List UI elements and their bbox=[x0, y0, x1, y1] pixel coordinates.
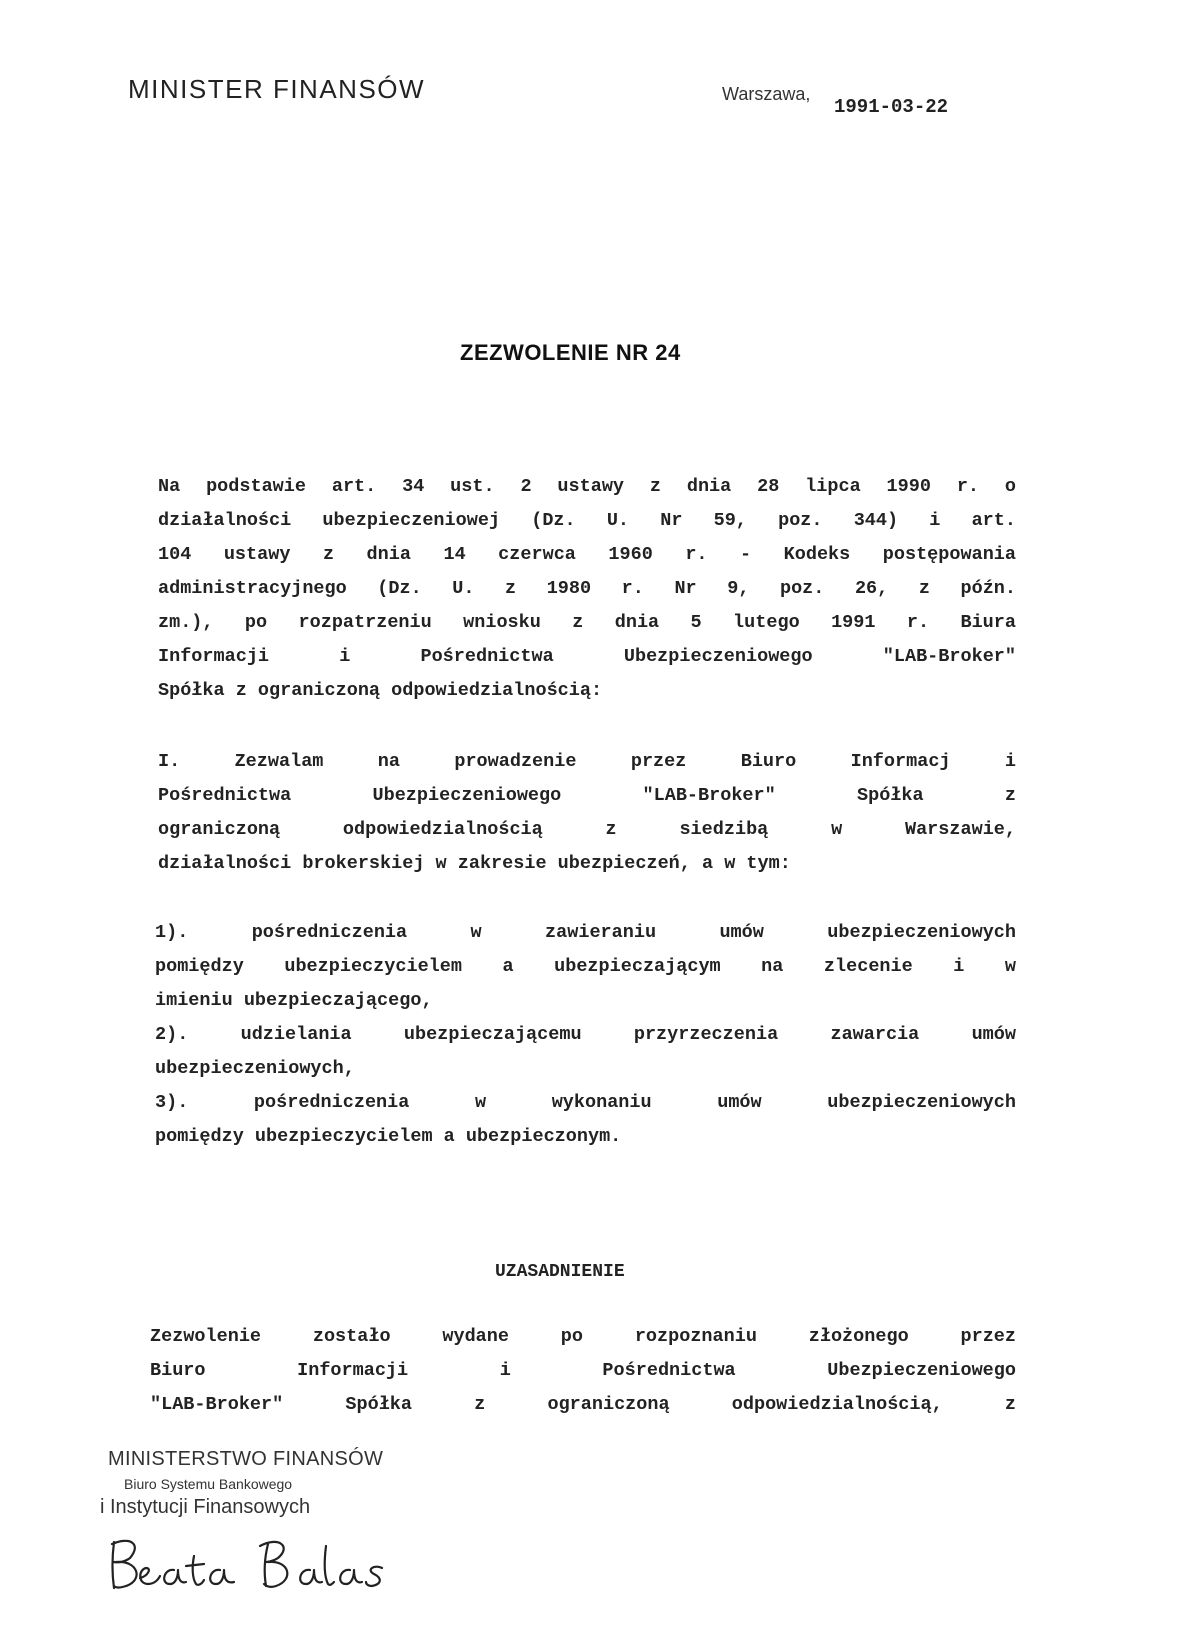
text-line: 1). pośredniczenia w zawieraniu umów ubezpieczeniowych bbox=[155, 922, 1016, 943]
section-one-paragraph bbox=[158, 745, 1016, 881]
text-line: działalności ubezpieczeniowej (Dz. U. Nr 59, poz. 344) i art. bbox=[158, 510, 1016, 531]
list-item bbox=[155, 1086, 1016, 1154]
text-line: pomiędzy ubezpieczycielem a ubezpieczonym. bbox=[155, 1126, 622, 1147]
text-line: Pośrednictwa Ubezpieczeniowego "LAB-Broker" Spółka z bbox=[158, 785, 1016, 806]
text-line: 3). pośredniczenia w wykonaniu umów ubezpieczeniowych bbox=[155, 1092, 1016, 1113]
text-line: Zezwolenie zostało wydane po rozpoznaniu złożonego przez bbox=[150, 1326, 1016, 1347]
text-line: Biuro Informacji i Pośrednictwa Ubezpieczeniowego bbox=[150, 1360, 1016, 1381]
text-line: 104 ustawy z dnia 14 czerwca 1960 r. - Kodeks postępowania bbox=[158, 544, 1016, 565]
text-line: zm.), po rozpatrzeniu wniosku z dnia 5 lutego 1991 r. Biura bbox=[158, 612, 1016, 633]
text-line: I. Zezwalam na prowadzenie przez Biuro Informacj i bbox=[158, 751, 1016, 772]
issue-date: 1991-03-22 bbox=[834, 96, 949, 118]
text-line: "LAB-Broker" Spółka z ograniczoną odpowiedzialnością, z bbox=[150, 1394, 1016, 1415]
preamble-paragraph bbox=[158, 470, 1016, 708]
office-stamp bbox=[100, 1448, 400, 1608]
text-line: pomiędzy ubezpieczycielem a ubezpieczającym na zlecenie i w bbox=[155, 956, 1016, 977]
document-title: ZEZWOLENIE NR 24 bbox=[460, 340, 681, 365]
handwritten-signature bbox=[100, 1522, 400, 1602]
justification-heading: UZASADNIENIE bbox=[495, 1262, 625, 1282]
text-line: 2). udzielania ubezpieczającemu przyrzeczenia zawarcia umów bbox=[155, 1024, 1016, 1045]
list-item bbox=[155, 1018, 1016, 1086]
text-line: działalności brokerskiej w zakresie ubezpieczeń, a w tym: bbox=[158, 853, 791, 874]
issue-place: Warszawa, bbox=[722, 84, 811, 104]
justification-paragraph bbox=[150, 1320, 1016, 1422]
text-line: Spółka z ograniczoną odpowiedzialnością: bbox=[158, 680, 603, 701]
text-line: administracyjnego (Dz. U. z 1980 r. Nr 9, poz. 26, z późn. bbox=[158, 578, 1016, 599]
list-item bbox=[155, 916, 1016, 1018]
stamp-ministry: MINISTERSTWO FINANSÓW bbox=[108, 1448, 384, 1470]
text-line: Na podstawie art. 34 ust. 2 ustawy z dnia 28 lipca 1990 r. o bbox=[158, 476, 1016, 497]
stamp-office: Biuro Systemu Bankowego bbox=[124, 1476, 293, 1492]
text-line: imieniu ubezpieczającego, bbox=[155, 990, 433, 1011]
text-line: ograniczoną odpowiedzialnością z siedzibą w Warszawie, bbox=[158, 819, 1016, 840]
text-line: Informacji i Pośrednictwa Ubezpieczeniowego "LAB-Broker" bbox=[158, 646, 1016, 667]
stamp-department: i Instytucji Finansowych bbox=[100, 1496, 311, 1518]
issuer-name: MINISTER FINANSÓW bbox=[128, 74, 426, 104]
text-line: ubezpieczeniowych, bbox=[155, 1058, 355, 1079]
